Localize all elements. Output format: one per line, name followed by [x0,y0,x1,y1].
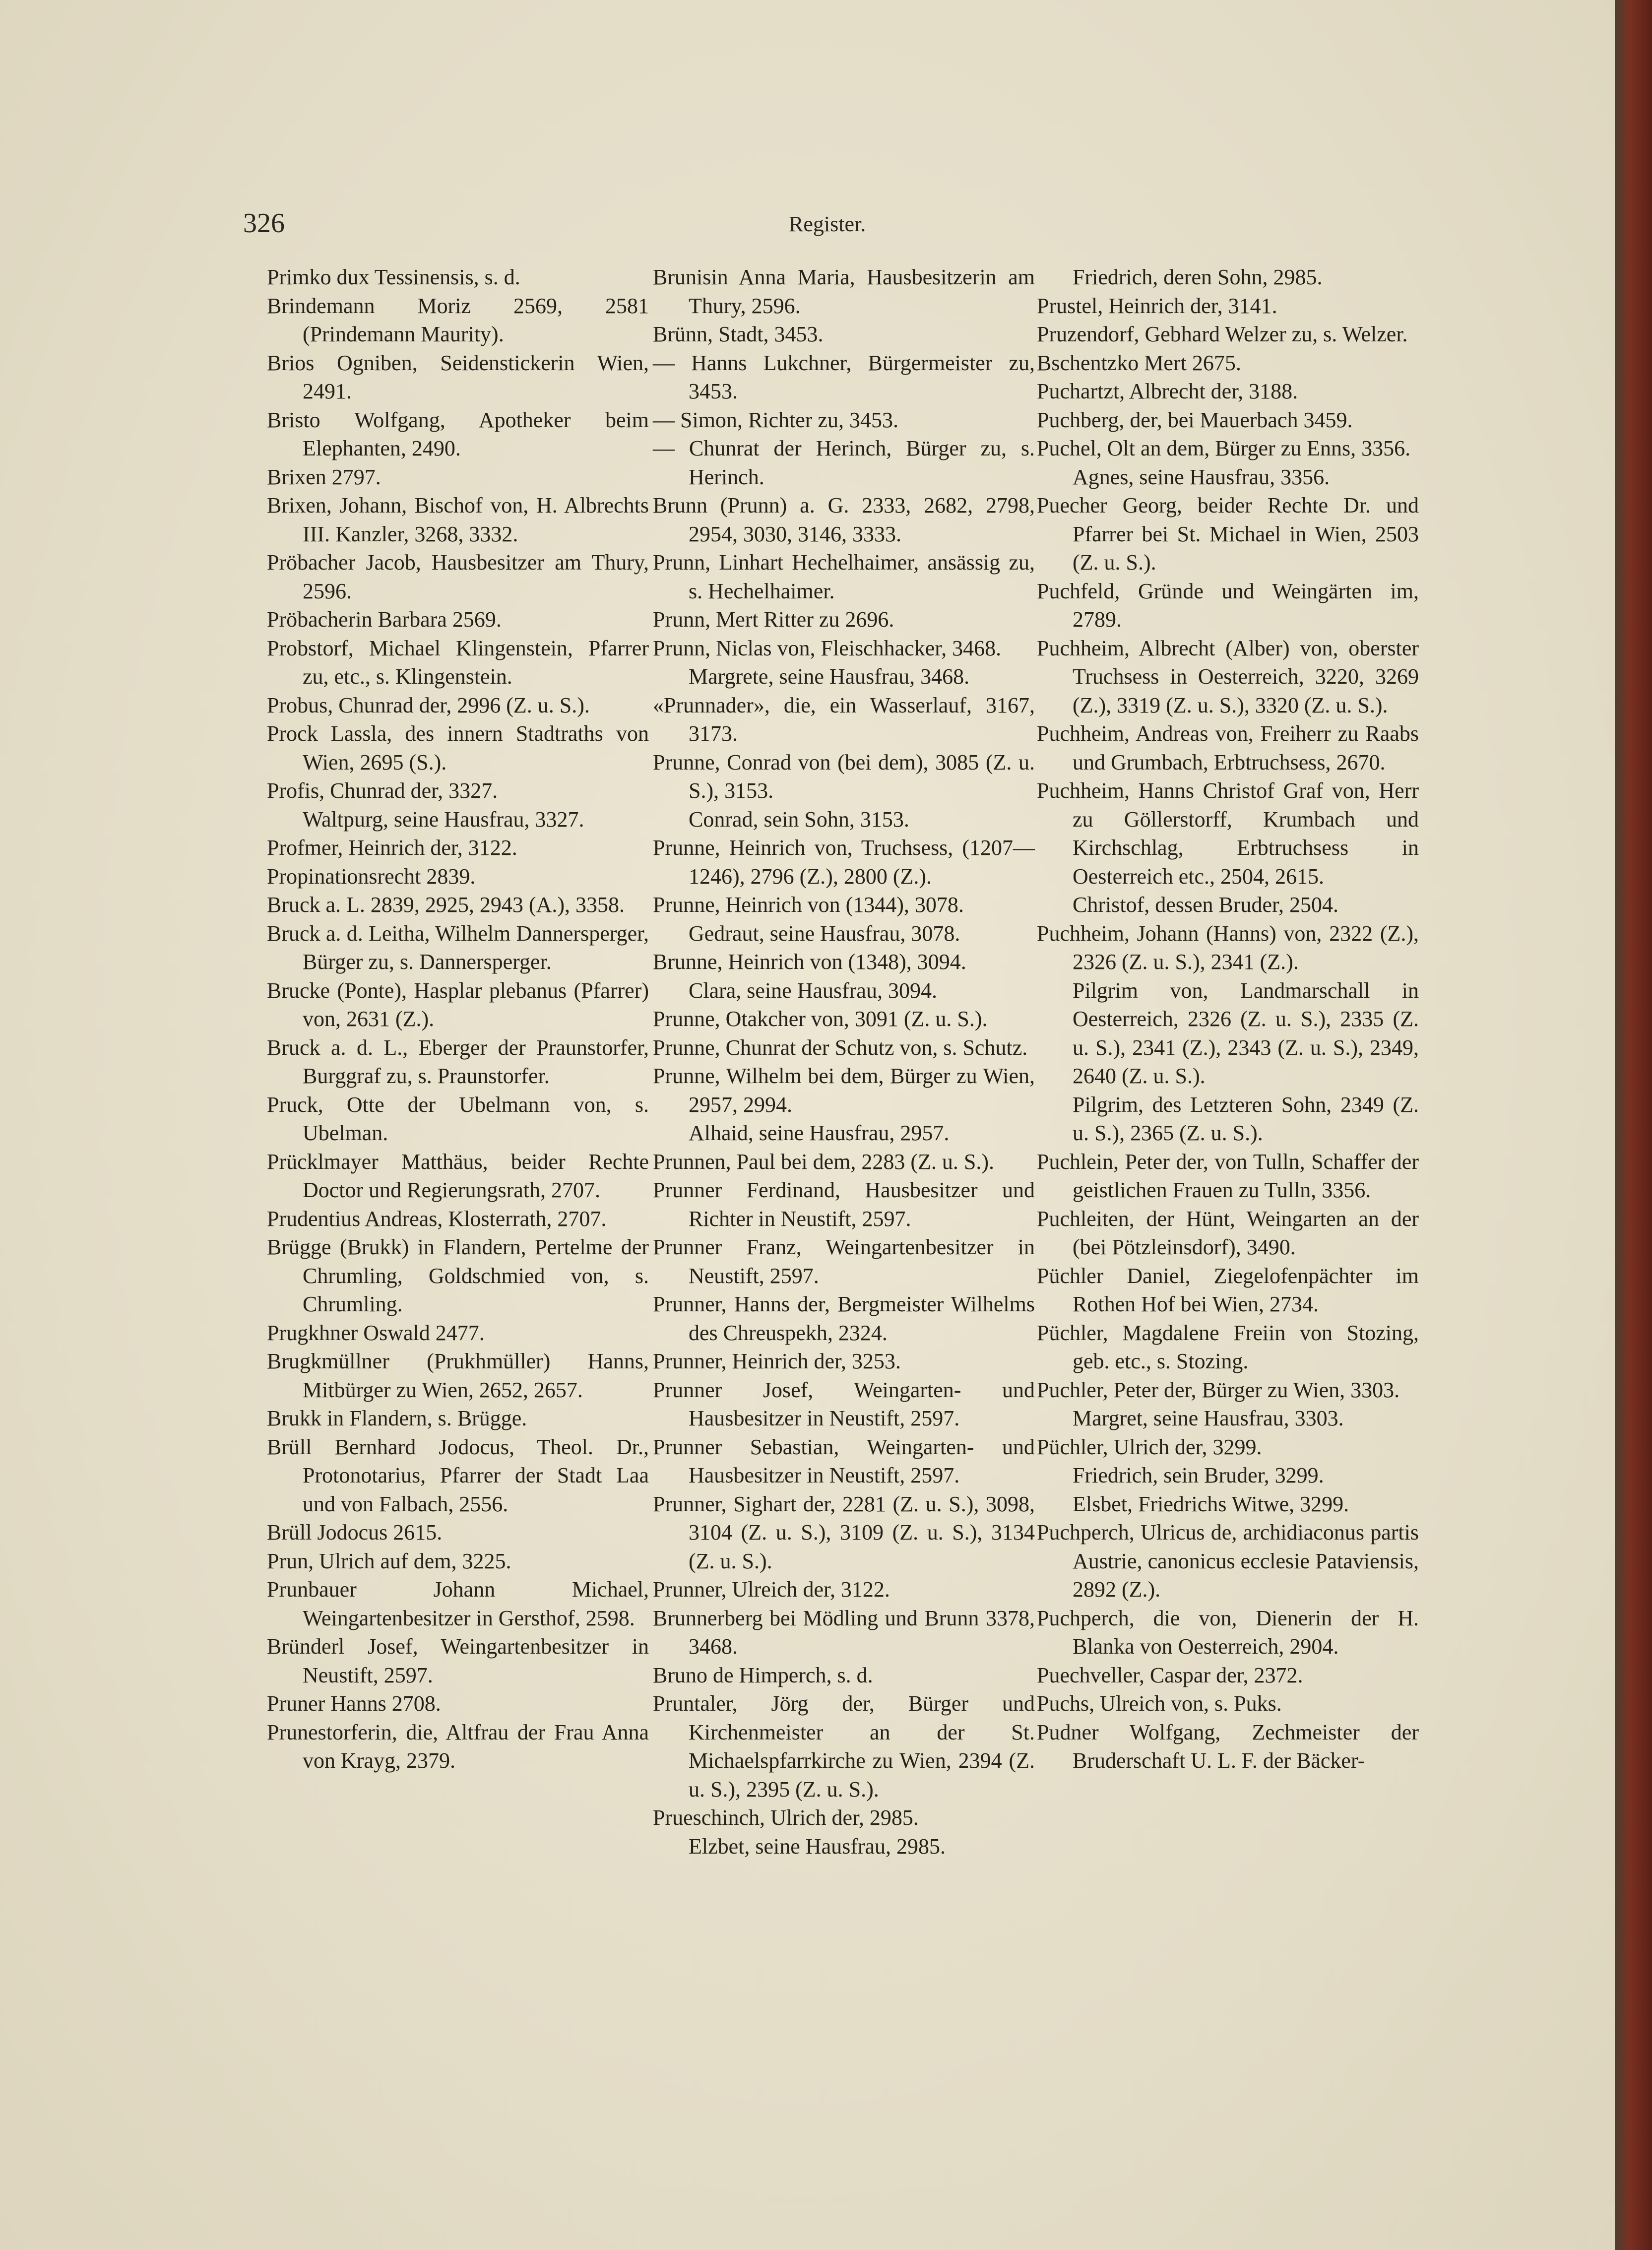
index-entry: Probus, Chunrad der, 2996 (Z. u. S.). [267,693,590,717]
index-entry: Pruntaler, Jörg der, Bürger und Kirchenmeister an der St. Michaelspfarrkirche zu Wien, 2394 (Z. u. S.), 2395 (Z. u. S.). [653,1691,1035,1801]
index-entry: Brunisin Anna Maria, Hausbesitzerin am Thury, 2596. [653,265,1035,318]
index-entry: Puchberg, der, bei Mauerbach 3459. [1037,407,1353,432]
index-entry: Bschentzko Mert 2675. [1037,350,1241,375]
index-entry: Brixen 2797. [267,464,381,489]
index-entry: Elzbet, seine Hausfrau, 2985. [689,1834,946,1859]
index-entry: Conrad, sein Sohn, 3153. [689,807,909,832]
index-entry: Clara, seine Hausfrau, 3094. [689,978,937,1003]
index-entry: «Prunnader», die, ein Wasserlauf, 3167, 3173. [653,693,1035,746]
index-entry: Puchperch, die von, Dienerin der H. Blanka von Oesterreich, 2904. [1037,1606,1419,1659]
index-entry: Waltpurg, seine Hausfrau, 3327. [303,807,584,832]
index-entry: Pudner Wolfgang, Zechmeister der Bruderschaft U. L. F. der Bäcker- [1037,1720,1419,1773]
index-entry: Puchheim, Johann (Hanns) von, 2322 (Z.), 2326 (Z. u. S.), 2341 (Z.). [1037,921,1419,974]
index-column-3 [1037,263,1419,1775]
index-entry: Bristo Wolfgang, Apotheker beim Elephanten, 2490. [267,407,649,460]
index-entry: Puecher Georg, beider Rechte Dr. und Pfarrer bei St. Michael in Wien, 2503 (Z. u. S.). [1037,493,1419,575]
index-entry: Prunner Ferdinand, Hausbesitzer und Richter in Neustift, 2597. [653,1178,1035,1231]
index-entry: Pruner Hanns 2708. [267,1691,441,1716]
index-entry: Brucke (Ponte), Hasplar plebanus (Pfarrer) von, 2631 (Z.). [267,978,649,1031]
index-entry: Prunner Sebastian, Weingarten- und Hausbesitzer in Neustift, 2597. [653,1434,1035,1487]
index-entry: Brios Ogniben, Seidenstickerin Wien, 2491. [267,350,649,403]
index-entry: Margret, seine Hausfrau, 3303. [1073,1406,1344,1430]
index-entry: Elsbet, Friedrichs Witwe, 3299. [1073,1491,1349,1516]
index-entry: Prunner Franz, Weingartenbesitzer in Neustift, 2597. [653,1235,1035,1288]
index-entry: Pröbacherin Barbara 2569. [267,607,502,632]
index-entry: Puchheim, Hanns Christof Graf von, Herr zu Göllerstorff, Krumbach und Kirchschlag, Erbtruchsess in Oesterreich etc., 2504, 2615. [1037,778,1419,889]
index-column-1 [267,263,649,1775]
index-entry: Bründerl Josef, Weingartenbesitzer in Neustift, 2597. [267,1634,649,1687]
index-entry: Prunne, Conrad von (bei dem), 3085 (Z. u. S.), 3153. [653,750,1035,803]
index-entry: Brindemann Moriz 2569, 2581 (Prindemann Maurity). [267,293,649,346]
index-entry: Pilgrim von, Landmarschall in Oesterreich, 2326 (Z. u. S.), 2335 (Z. u. S.), 2341 (Z.), 2343 (Z. u. S.), 2349, 2640 (Z. u. S.). [1073,978,1419,1088]
index-entry: Prunn, Linhart Hechelhaimer, ansässig zu, s. Hechelhaimer. [653,550,1035,603]
index-entry: Friedrich, deren Sohn, 2985. [1073,265,1323,289]
index-entry: Brüll Jodocus 2615. [267,1520,443,1544]
index-entry: Brünn, Stadt, 3453. [653,322,824,346]
index-entry: Profis, Chunrad der, 3327. [267,778,498,803]
index-entry: Prugkhner Oswald 2477. [267,1320,485,1345]
page-number: 326 [243,208,285,239]
index-entry: Friedrich, sein Bruder, 3299. [1073,1463,1324,1487]
index-entry: Puchperch, Ulricus de, archidiaconus partis Austrie, canonicus ecclesie Pataviensis, 2892 (Z.). [1037,1520,1419,1602]
index-entry: Puchel, Olt an dem, Bürger zu Enns, 3356. [1037,436,1411,460]
index-entry: Puchartzt, Albrecht der, 3188. [1037,379,1298,403]
index-entry: Margrete, seine Hausfrau, 3468. [689,664,970,689]
index-entry: Christof, dessen Bruder, 2504. [1073,893,1338,917]
index-entry: Propinationsrecht 2839. [267,864,476,889]
index-entry: Püchler, Magdalene Freiin von Stozing, geb. etc., s. Stozing. [1037,1320,1419,1373]
index-entry: Brunne, Heinrich von (1348), 3094. [653,950,966,974]
index-entry: Pilgrim, des Letzteren Sohn, 2349 (Z. u. S.), 2365 (Z. u. S.). [1073,1092,1419,1145]
index-entry: Puchs, Ulreich von, s. Puks. [1037,1691,1282,1716]
index-entry: Prunestorferin, die, Altfrau der Frau Anna von Krayg, 2379. [267,1720,649,1773]
index-entry: Püchler, Ulrich der, 3299. [1037,1434,1262,1459]
index-entry: Puchleiten, der Hünt, Weingarten an der (bei Pötzleinsdorf), 3490. [1037,1206,1419,1259]
index-entry: Brüll Bernhard Jodocus, Theol. Dr., Protonotarius, Pfarrer der Stadt Laa und von Falbach, 2556. [267,1434,649,1516]
index-entry: Prunne, Otakcher von, 3091 (Z. u. S.). [653,1007,988,1031]
index-entry: Prunn, Mert Ritter zu 2696. [653,607,894,632]
index-entry: Puchheim, Andreas von, Freiherr zu Raabs und Grumbach, Erbtruchsess, 2670. [1037,721,1419,774]
index-entry: Brunnerberg bei Mödling und Brunn 3378, 3468. [653,1606,1035,1659]
index-entry: Pruck, Otte der Ubelmann von, s. Ubelman. [267,1092,649,1145]
index-entry: Brixen, Johann, Bischof von, H. Albrechts III. Kanzler, 3268, 3332. [267,493,649,546]
index-entry: Probstorf, Michael Klingenstein, Pfarrer zu, etc., s. Klingenstein. [267,636,649,689]
index-entry: Prunner, Heinrich der, 3253. [653,1349,901,1373]
index-entry: Brugkmüllner (Prukhmüller) Hanns, Mitbürger zu Wien, 2652, 2657. [267,1349,649,1402]
index-entry: Prunner, Hanns der, Bergmeister Wilhelms des Chreuspekh, 2324. [653,1292,1035,1345]
index-entry: Puechveller, Caspar der, 2372. [1037,1663,1303,1687]
index-entry: Prunne, Wilhelm bei dem, Bürger zu Wien, 2957, 2994. [653,1064,1035,1117]
index-entry: Prunner Josef, Weingarten- und Hausbesitzer in Neustift, 2597. [653,1377,1035,1430]
index-entry: Püchler Daniel, Ziegelofenpächter im Rothen Hof bei Wien, 2734. [1037,1263,1419,1316]
index-entry: Prunne, Heinrich von, Truchsess, (1207—1246), 2796 (Z.), 2800 (Z.). [653,836,1035,889]
index-entry: Brukk in Flandern, s. Brügge. [267,1406,527,1430]
index-entry: Prücklmayer Matthäus, beider Rechte Doctor und Regierungsrath, 2707. [267,1149,649,1202]
index-entry: Puchler, Peter der, Bürger zu Wien, 3303. [1037,1377,1400,1402]
index-entry: Prustel, Heinrich der, 3141. [1037,293,1277,318]
index-entry: Puchlein, Peter der, von Tulln, Schaffer der geistlichen Frauen zu Tulln, 3356. [1037,1149,1419,1202]
page-header [243,207,1409,242]
index-entry: — Chunrat der Herinch, Bürger zu, s. Herinch. [653,436,1035,489]
index-entry: Bruck a. L. 2839, 2925, 2943 (A.), 3358. [267,893,625,917]
index-entry: Prunne, Heinrich von (1344), 3078. [653,893,964,917]
index-entry: — Hanns Lukchner, Bürgermeister zu, 3453. [653,350,1035,403]
index-column-2 [653,263,1035,1861]
index-entry: Bruck a. d. L., Eberger der Praunstorfer, Burggraf zu, s. Praunstorfer. [267,1035,649,1088]
index-entry: Pröbacher Jacob, Hausbesitzer am Thury, 2596. [267,550,649,603]
index-entry: Brunn (Prunn) a. G. 2333, 2682, 2798, 2954, 3030, 3146, 3333. [653,493,1035,546]
index-entry: Prueschinch, Ulrich der, 2985. [653,1805,919,1830]
book-binding-edge [1615,0,1652,2250]
index-entry: Prunbauer Johann Michael, Weingartenbesitzer in Gersthof, 2598. [267,1577,649,1630]
index-entry: Prunner, Sighart der, 2281 (Z. u. S.), 3098, 3104 (Z. u. S.), 3109 (Z. u. S.), 3134 (Z. u. S.). [653,1491,1035,1573]
index-entry: Profmer, Heinrich der, 3122. [267,836,517,860]
index-entry: Puchheim, Albrecht (Alber) von, oberster Truchsess in Oesterreich, 3220, 3269 (Z.), 3319 (Z. u. S.), 3320 (Z. u. S.). [1037,636,1419,717]
index-entry: Prunner, Ulreich der, 3122. [653,1577,890,1602]
index-entry: Brügge (Brukk) in Flandern, Pertelme der Chrumling, Goldschmied von, s. Chrumling. [267,1235,649,1316]
index-entry: Prunne, Chunrat der Schutz von, s. Schutz. [653,1035,1028,1060]
index-entry: Agnes, seine Hausfrau, 3356. [1073,464,1330,489]
index-entry: Prunn, Niclas von, Fleischhacker, 3468. [653,636,1002,660]
index-entry: Alhaid, seine Hausfrau, 2957. [689,1121,950,1145]
index-entry: — Simon, Richter zu, 3453. [653,407,898,432]
index-entry: Primko dux Tessinensis, s. d. [267,265,520,289]
running-title: Register. [789,212,866,236]
index-entry: Bruck a. d. Leitha, Wilhelm Dannersperger, Bürger zu, s. Dannersperger. [267,921,649,974]
index-entry: Bruno de Himperch, s. d. [653,1663,873,1687]
index-entry: Prock Lassla, des innern Stadtraths von Wien, 2695 (S.). [267,721,649,774]
index-entry: Prun, Ulrich auf dem, 3225. [267,1548,511,1573]
index-entry: Pruzendorf, Gebhard Welzer zu, s. Welzer. [1037,322,1408,346]
index-entry: Gedraut, seine Hausfrau, 3078. [689,921,960,946]
index-entry: Prunnen, Paul bei dem, 2283 (Z. u. S.). [653,1149,995,1174]
index-entry: Prudentius Andreas, Klosterrath, 2707. [267,1206,607,1231]
index-entry: Puchfeld, Gründe und Weingärten im, 2789. [1037,579,1419,632]
